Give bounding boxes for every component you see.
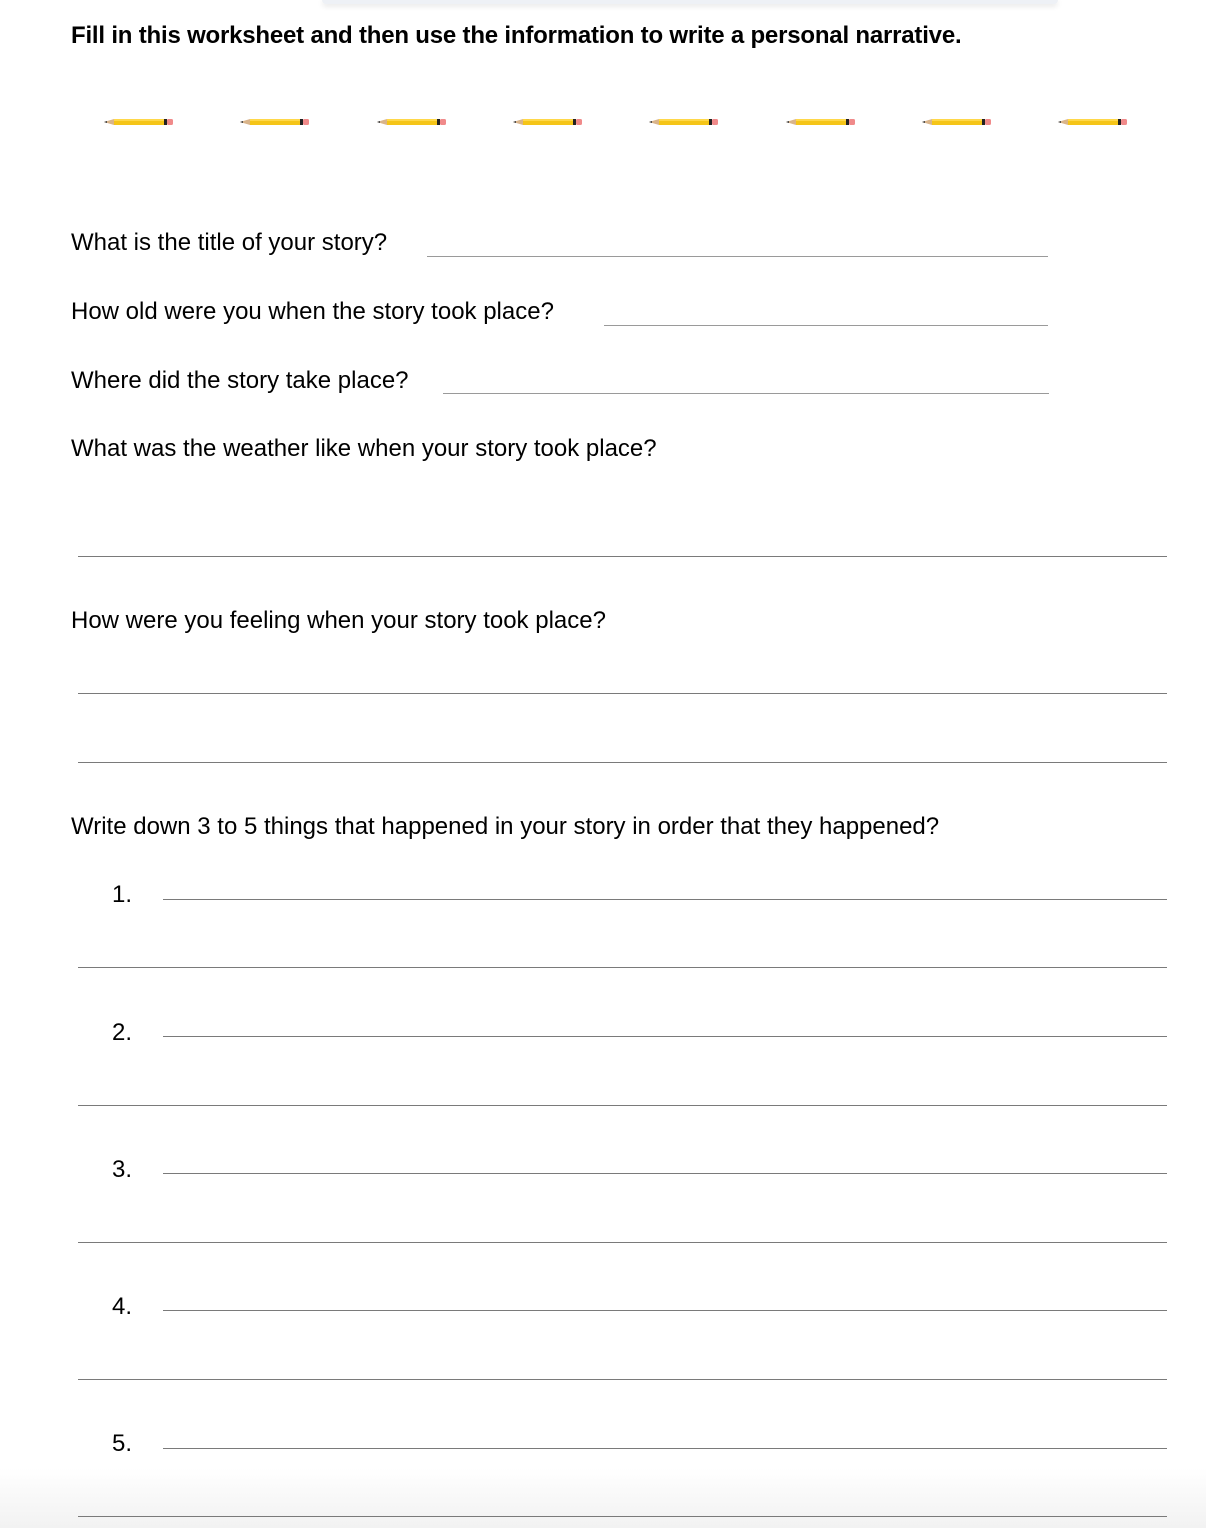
pencil-icon bbox=[513, 117, 583, 127]
event-number-1: 1. bbox=[112, 881, 133, 908]
answer-line-feeling-2[interactable] bbox=[78, 762, 1167, 763]
event-line-4a[interactable] bbox=[163, 1310, 1167, 1311]
event-line-2b[interactable] bbox=[78, 1105, 1167, 1106]
event-line-1b[interactable] bbox=[78, 967, 1167, 968]
worksheet-heading: Fill in this worksheet and then use the information to write a personal narrative. bbox=[71, 22, 962, 49]
pencil-icon bbox=[922, 117, 992, 127]
answer-line-title[interactable] bbox=[427, 256, 1048, 257]
answer-line-weather[interactable] bbox=[78, 556, 1167, 557]
pencil-decoration-row bbox=[0, 117, 1206, 131]
event-line-2a[interactable] bbox=[163, 1036, 1167, 1037]
pencil-icon bbox=[377, 117, 447, 127]
pencil-icon bbox=[786, 117, 856, 127]
question-place: Where did the story take place? bbox=[71, 367, 409, 394]
toolbar-shadow bbox=[322, 0, 1058, 4]
answer-line-place[interactable] bbox=[443, 393, 1049, 394]
event-line-1a[interactable] bbox=[163, 899, 1167, 900]
event-number-5: 5. bbox=[112, 1430, 133, 1457]
question-feeling: How were you feeling when your story took place? bbox=[71, 607, 606, 634]
page-bottom-fade bbox=[0, 1468, 1206, 1528]
event-number-4: 4. bbox=[112, 1293, 133, 1320]
event-line-5a[interactable] bbox=[163, 1448, 1167, 1449]
question-events: Write down 3 to 5 things that happened in your story in order that they happened? bbox=[71, 813, 940, 840]
event-line-5b[interactable] bbox=[78, 1516, 1167, 1517]
question-age: How old were you when the story took place? bbox=[71, 298, 554, 325]
answer-line-feeling-1[interactable] bbox=[78, 693, 1167, 694]
question-weather: What was the weather like when your story took place? bbox=[71, 435, 657, 462]
question-title: What is the title of your story? bbox=[71, 229, 388, 256]
event-number-3: 3. bbox=[112, 1156, 133, 1183]
pencil-icon bbox=[649, 117, 719, 127]
answer-line-age[interactable] bbox=[604, 325, 1048, 326]
pencil-icon bbox=[104, 117, 174, 127]
pencil-icon bbox=[240, 117, 310, 127]
event-number-2: 2. bbox=[112, 1019, 133, 1046]
pencil-icon bbox=[1058, 117, 1128, 127]
event-line-4b[interactable] bbox=[78, 1379, 1167, 1380]
event-line-3a[interactable] bbox=[163, 1173, 1167, 1174]
event-line-3b[interactable] bbox=[78, 1242, 1167, 1243]
